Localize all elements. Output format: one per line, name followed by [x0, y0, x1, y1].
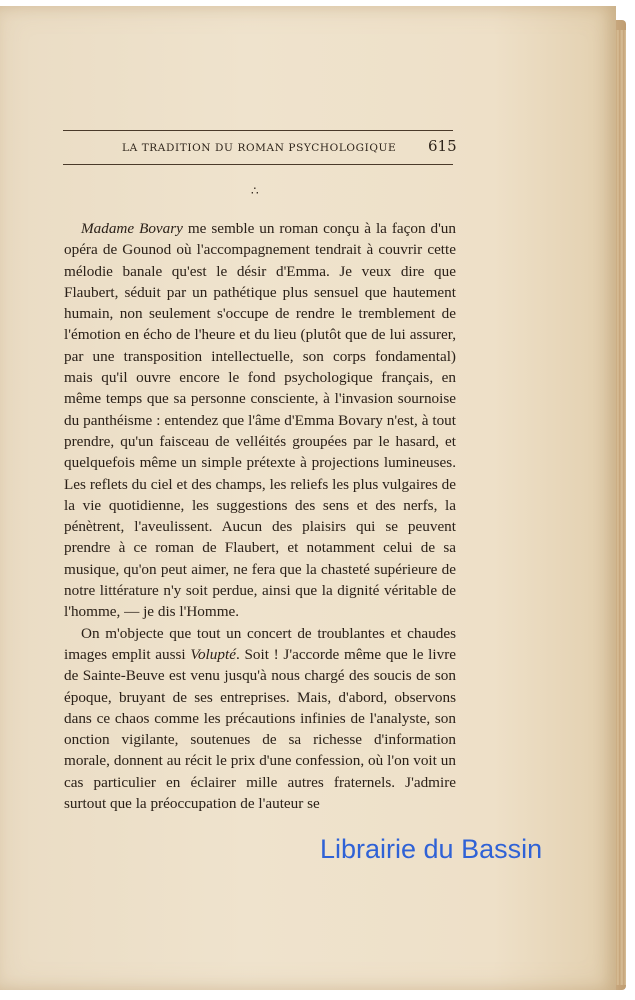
paragraph-1: [64, 218, 456, 623]
header-rule-top: [63, 130, 453, 131]
page-number: 615: [428, 137, 457, 155]
header-rule-bottom: [63, 164, 453, 165]
paragraph-2: [64, 623, 456, 815]
paragraph-2-text-before: On m'objecte que tout un concert de troublantes et chaudes images emplit aussi: [64, 624, 456, 663]
body-text: [64, 218, 456, 814]
paragraph-1-text: me semble un roman conçu à la façon d'un opéra de Gounod où l'accompagnement tendrait à couvrir cette mélodie banale qu'est le désir d'Emma. Je veux dire que Flaubert, séduit par un pathétique plus sensuel que hautement humain, non seulement s'occupe de rendre le tremblement de l'émotion en écho de l'heure et du lieu (plutôt que de lui assurer, par une transposition intellectuelle, son corps fondamental) mais qu'il ouvre encore le fond psychologique français, en même temps que sa personne consciente, à l'invasion sournoise du panthéisme : entendez que l'âme d'Emma Bovary n'est, à tout prendre, qu'un faisceau de velléités groupées par le hasard, et quelquefois même un simple prétexte à projections lumineuses. Les reflets du ciel et des champs, les reliefs les plus vulgaires de la vie quotidienne, les suggestions des sens et des nerfs, la pénètrent, l'aveulissent. Aucun des plaisirs qui se peuvent prendre à ce roman de Flaubert, et notamment celui de sa musique, qu'on peut aimer, ne fera que la chasteté supérieure de notre littérature n'y soit perdue, ainsi que la dignité véritable de l'homme, — je dis l'Homme.: [64, 220, 456, 621]
paragraph-2-text-after: . Soit ! J'accorde même que le livre de Sainte-Beuve est venu jusqu'à nous chargé des soucis de son époque, bruyant de ses entreprises. Mais, d'abord, observons dans ce chaos comme les précautions infinies de l'analyste, son onction vigilante, soutenues de sa richesse d'information morale, donnent au récit le prix d'une confession, où l'on voit un cas particulier en éclairer mille autres fraternels. J'admire surtout que la préoccupation de l'auteur se: [64, 645, 456, 813]
seller-watermark: Librairie du Bassin: [320, 834, 543, 864]
title-madame-bovary: Madame Bovary: [81, 220, 183, 237]
section-break-mark: ∴: [251, 184, 259, 198]
title-volupte: Volupté: [190, 645, 236, 663]
running-head: LA TRADITION DU ROMAN PSYCHOLOGIQUE: [122, 142, 397, 154]
